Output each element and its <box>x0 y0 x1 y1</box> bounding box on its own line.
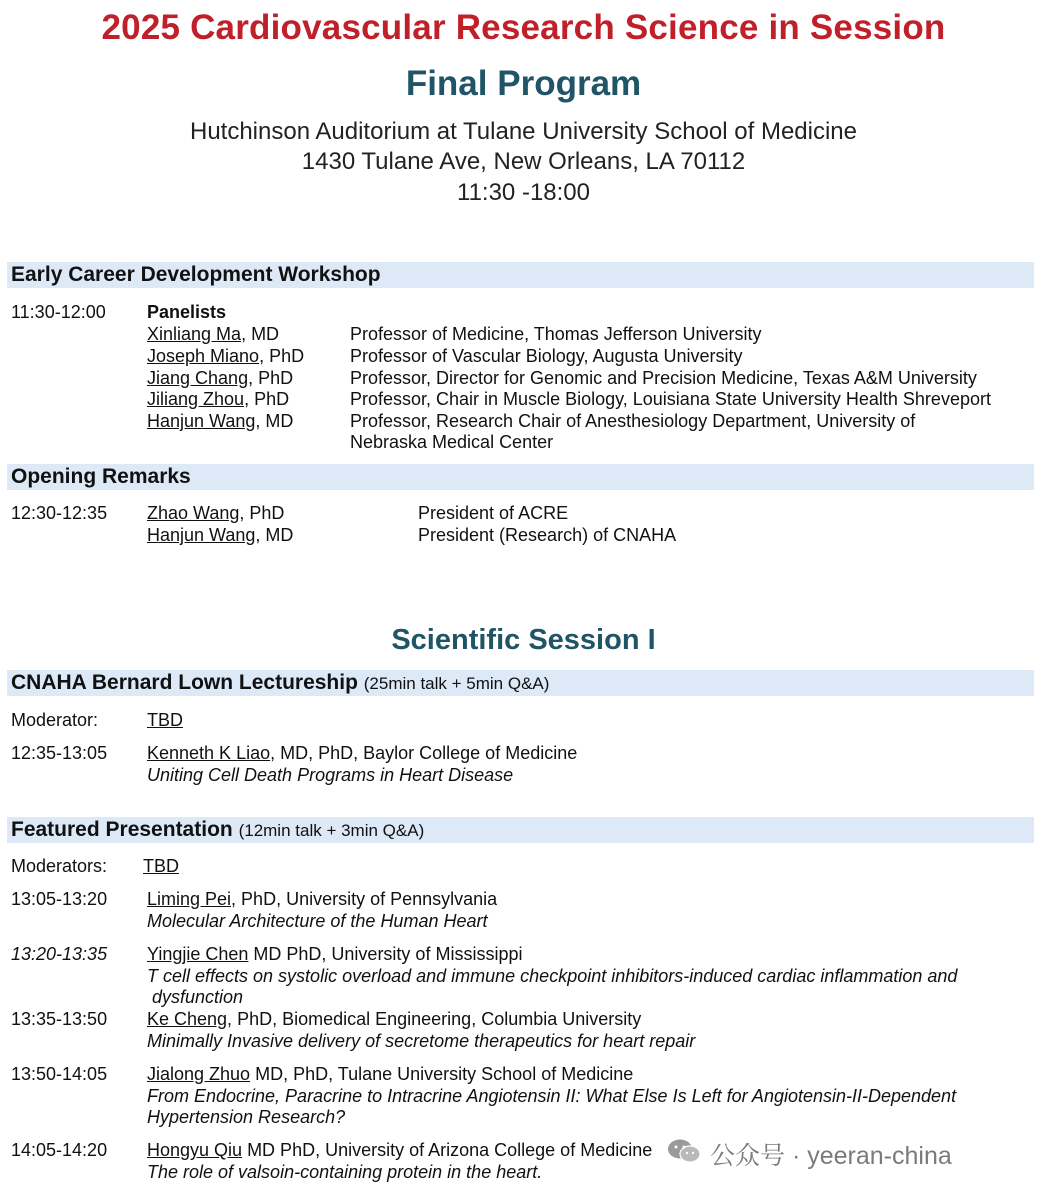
venue-name: Hutchinson Auditorium at Tulane University School of Medicine <box>189 118 857 145</box>
opening-speaker-title: President of ACRE <box>418 503 569 523</box>
talk-title: Minimally Invasive delivery of secretome therapeutics for heart repair <box>147 1031 696 1051</box>
talk-speaker: Hongyu Qiu MD PhD, University of Arizona College of Medicine <box>147 1140 653 1160</box>
panelist-name: Xinliang Ma, MD <box>147 324 280 344</box>
talk-title: T cell effects on systolic overload and immune checkpoint inhibitors-induced cardiac inflammation and <box>147 966 958 986</box>
lown-heading: CNAHA Bernard Lown Lectureship (25min talk + 5min Q&A) <box>11 671 550 694</box>
opening-heading: Opening Remarks <box>11 465 191 488</box>
talk-time: 13:50-14:05 <box>11 1064 108 1084</box>
talk-speaker: Ke Cheng, PhD, Biomedical Engineering, Columbia University <box>147 1009 642 1029</box>
wechat-icon <box>667 1138 701 1164</box>
talk-time: 13:05-13:20 <box>11 889 108 909</box>
panelist-name: Joseph Miano, PhD <box>147 346 305 366</box>
workshop-heading: Early Career Development Workshop <box>11 263 381 286</box>
event-time: 11:30 -18:00 <box>457 179 590 206</box>
opening-time: 12:30-12:35 <box>11 503 108 523</box>
featured-moderator-label: Moderators: <box>11 856 108 876</box>
watermark-text: 公众号 · yeeran-china <box>710 1142 952 1170</box>
lown-time: 12:35-13:05 <box>11 743 108 763</box>
talk-speaker: Yingjie Chen MD PhD, University of Mississippi <box>147 944 523 964</box>
opening-speaker-title: President (Research) of CNAHA <box>418 525 677 545</box>
talk-title: The role of valsoin-containing protein in the heart. <box>147 1162 543 1182</box>
talk-time: 13:35-13:50 <box>11 1009 108 1029</box>
panelist-title: Professor, Director for Genomic and Precision Medicine, Texas A&M University <box>350 368 977 388</box>
talk-speaker: Jialong Zhuo MD, PhD, Tulane University School of Medicine <box>147 1064 634 1084</box>
featured-moderator: TBD <box>143 856 179 876</box>
panelist-name: Jiang Chang, PhD <box>147 368 294 388</box>
talk-title: From Endocrine, Paracrine to Intracrine Angiotensin II: What Else Is Left for Angiotensin-II-Dependent <box>147 1086 957 1106</box>
panelist-name: Hanjun Wang, MD <box>147 411 294 431</box>
panelists-label: Panelists <box>147 302 227 322</box>
lown-format-note: (25min talk + 5min Q&A) <box>363 674 550 693</box>
program-title: 2025 Cardiovascular Research Science in Session <box>101 8 946 47</box>
program-subtitle: Final Program <box>405 64 642 103</box>
lown-speaker: Kenneth K Liao, MD, PhD, Baylor College of Medicine <box>147 743 578 763</box>
panelist-title: Professor, Chair in Muscle Biology, Louisiana State University Health Shreveport <box>350 389 991 409</box>
panelist-title: Professor of Vascular Biology, Augusta University <box>350 346 743 366</box>
venue-address: 1430 Tulane Ave, New Orleans, LA 70112 <box>301 148 746 175</box>
lown-moderator: TBD <box>147 710 183 730</box>
panelist-title: Professor of Medicine, Thomas Jefferson University <box>350 324 762 344</box>
talk-speaker: Liming Pei, PhD, University of Pennsylvania <box>147 889 498 909</box>
lown-moderator-label: Moderator: <box>11 710 99 730</box>
featured-heading: Featured Presentation (12min talk + 3min Q&A) <box>11 818 425 841</box>
lown-talk-title: Uniting Cell Death Programs in Heart Disease <box>147 765 514 785</box>
talk-time: 14:05-14:20 <box>11 1140 108 1160</box>
talk-title: Molecular Architecture of the Human Heart <box>147 911 488 931</box>
workshop-time: 11:30-12:00 <box>11 302 106 322</box>
talk-time: 13:20-13:35 <box>11 944 108 964</box>
opening-speaker: Hanjun Wang, MD <box>147 525 294 545</box>
panelist-title-continued: Nebraska Medical Center <box>350 432 554 452</box>
opening-speaker: Zhao Wang, PhD <box>147 503 285 523</box>
talk-title-continued: Hypertension Research? <box>147 1107 346 1127</box>
featured-format-note: (12min talk + 3min Q&A) <box>238 821 425 840</box>
talk-title-continued: dysfunction <box>147 987 244 1007</box>
panelist-name: Jiliang Zhou, PhD <box>147 389 290 409</box>
panelist-title: Professor, Research Chair of Anesthesiology Department, University of <box>350 411 916 431</box>
session-title: Scientific Session I <box>391 624 656 656</box>
